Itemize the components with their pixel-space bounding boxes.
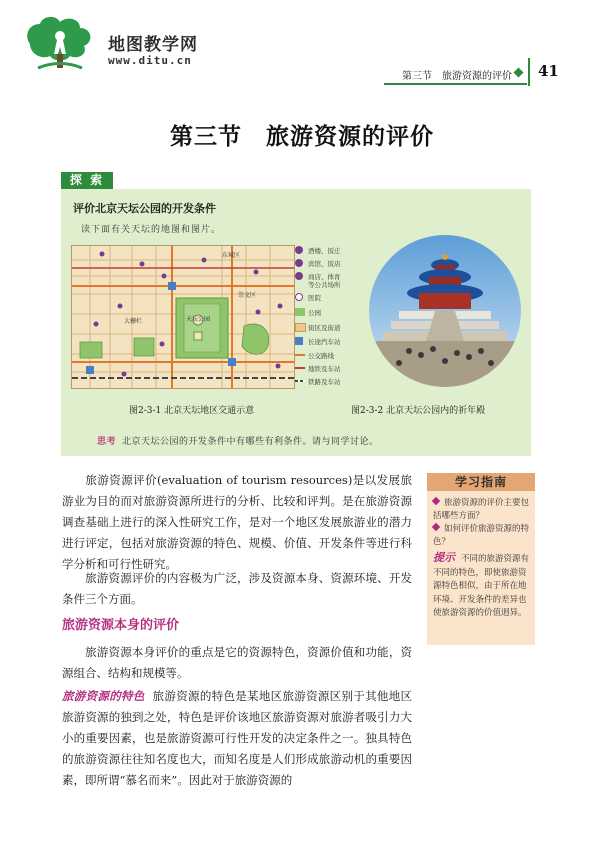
think-text: 北京天坛公园的开发条件中有哪些有利条件。请与同学讨论。: [122, 437, 379, 447]
map-legend: [295, 245, 361, 387]
paragraph: 旅游资源评价的内容极为广泛，涉及资源本身、资源环境、开发条件三个方面。: [62, 571, 412, 606]
diamond-icon: [514, 68, 524, 78]
page-number: 41: [538, 62, 559, 80]
study-guide-panel: [427, 473, 535, 645]
study-guide-title: 学习指南: [427, 473, 535, 491]
legend-item: 公园: [295, 307, 363, 319]
park-icon: [295, 308, 305, 316]
tip-label: 提示: [433, 551, 455, 564]
subsection-heading: 旅游资源本身的评价: [62, 618, 180, 633]
railway-icon: [295, 380, 305, 382]
legend-item: 地铁及车站: [295, 363, 363, 375]
temple-photo: [369, 235, 521, 387]
shopping-icon: [295, 272, 303, 280]
page-title: 第三节 旅游资源的评价: [170, 123, 434, 150]
legend-item: 酒楼、饭庄: [295, 245, 363, 257]
tree-logo-icon: [22, 14, 96, 72]
explore-tab: 探 索: [61, 172, 113, 189]
logo-title: 地图教学网: [108, 35, 198, 55]
legend-item: 铁路及车站: [295, 376, 363, 388]
running-section: 第三节: [402, 71, 432, 82]
guide-question: 如何评价旅游资源的特色？: [433, 524, 530, 547]
guide-question: 旅游资源的评价主要包括哪些方面？: [433, 498, 530, 521]
term-highlight: 旅游资源的特色: [62, 689, 145, 703]
diamond-icon: [432, 497, 440, 505]
map-graphic: [72, 246, 294, 388]
running-head: [402, 67, 512, 82]
guide-tip: 提示 不同的旅游资源有不同的特色，即使旅游资源特色相似，由于所在地环境、开发条件的差异也使旅游资源的价值迥异。: [433, 551, 530, 618]
paragraph: 旅游资源的特色 旅游资源的特色是某地区旅游资源区别于其他地区旅游资源的独到之处，特色是评价该地区旅游资源对旅游者吸引力大小的重要因素，也是旅游资源可行性开发的决定条件之一。独具特色的旅游资源往往知名度也大，而知名度是人们形成旅游动机的重要因素，即所谓“慕名而来”。因此对于旅游资源的: [62, 689, 412, 787]
hospital-icon: [295, 293, 303, 301]
legend-item: 长途汽车站: [295, 336, 363, 348]
street-icon: [295, 323, 306, 332]
explore-title: 评价北京天坛公园的开发条件: [73, 202, 216, 215]
paragraph: 旅游资源评价(evaluation of tourism resources)是以发展旅游业为目的而对旅游资源所进行的分析、比较和评判。是在旅游资源调查基础上进行的深入性研究工作，是对一个地区发展旅游业的潜力进行评定，包括对旅游资源的特色、规模、价值、开发条件等进行科学分析和可行性研究。: [62, 473, 412, 571]
map-label-district: 大栅栏: [124, 318, 143, 325]
subway-icon: [295, 367, 305, 369]
temple-of-heaven-image: [369, 235, 521, 387]
site-logo: [22, 14, 222, 74]
legend-item: 宾馆、饭店: [295, 258, 363, 270]
bus-station-icon: [295, 337, 303, 345]
legend-item: 医院: [295, 292, 363, 304]
traffic-map: [71, 245, 295, 389]
legend-item: 公交路线: [295, 350, 363, 362]
legend-item: 商店、体育 等公共场所: [295, 271, 363, 291]
hotel-icon: [295, 246, 303, 254]
legend-item: 街区及街道: [295, 322, 363, 334]
map-label-park: 天坛公园: [186, 316, 211, 323]
running-title: 旅游资源的评价: [442, 71, 512, 82]
paragraph: 旅游资源本身评价的重点是它的资源特色，资源价值和功能，资源组合、结构和规模等。: [62, 645, 412, 680]
think-prompt: [97, 434, 379, 447]
photo-caption: 图2-3-2 北京天坛公园内的祈年殿: [351, 406, 486, 416]
explore-panel: [61, 189, 531, 456]
divider: [528, 58, 530, 86]
think-label: 思考: [97, 437, 117, 447]
explore-subtitle: 读下面有关天坛的地图和图片。: [81, 225, 222, 235]
guesthouse-icon: [295, 259, 303, 267]
logo-url: www.ditu.cn: [108, 54, 192, 67]
map-label-district: 东城区: [222, 252, 241, 259]
map-caption: 图2-3-1 北京天坛地区交通示意: [129, 406, 255, 416]
bus-route-icon: [295, 354, 305, 356]
map-label-district: 崇文区: [238, 292, 257, 299]
diamond-icon: [432, 523, 440, 531]
divider: [384, 83, 527, 85]
